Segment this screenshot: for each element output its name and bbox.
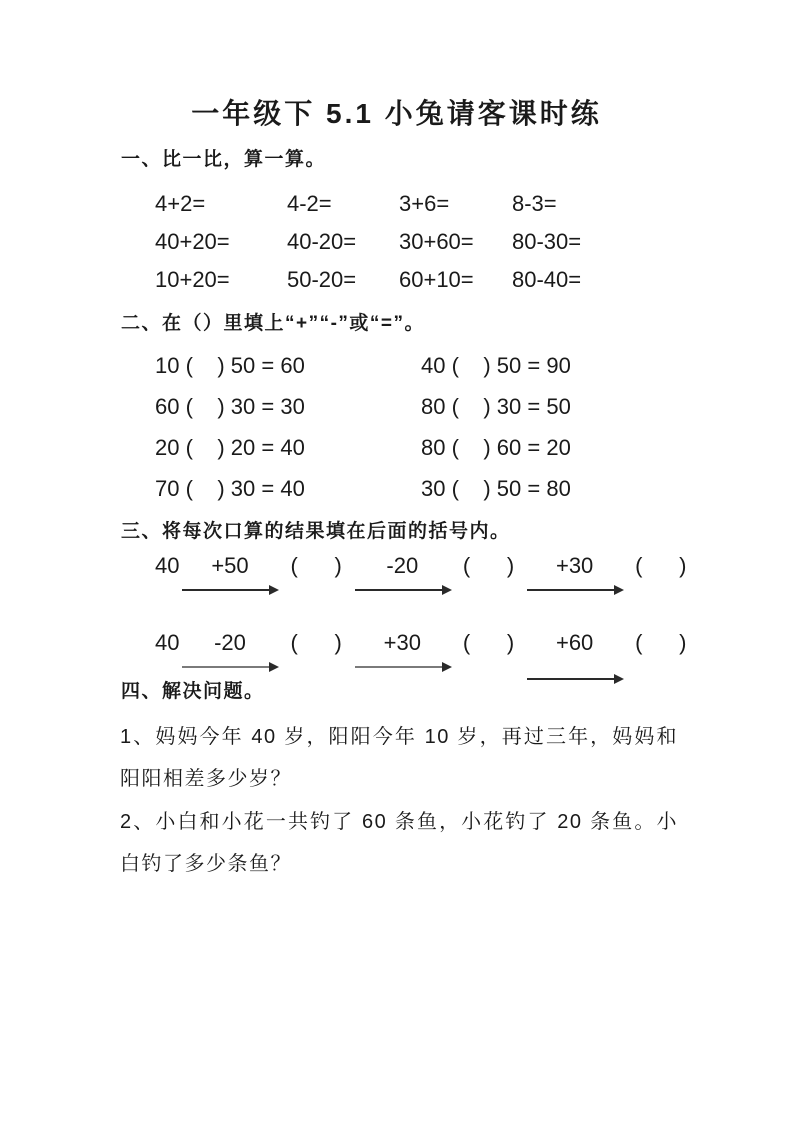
math-problem: 50-20=	[287, 267, 357, 292]
word-problem-2: 2、小白和小花一共钓了 60 条鱼，小花钓了 20 条鱼。小白钓了多少条鱼？	[120, 811, 678, 875]
fill-blank-equation: 80 ( ) 60 = 20	[421, 435, 571, 460]
chain-op-label: -20	[386, 553, 419, 578]
fill-blank-equation: 10 ( ) 50 = 60	[155, 353, 305, 378]
arrow-right-icon	[527, 678, 622, 680]
arrow-right-icon	[182, 589, 277, 591]
chain-step	[181, 553, 278, 591]
fill-blank-equation: 40 ( ) 50 = 90	[421, 353, 571, 378]
fill-blank-equation: 60 ( ) 30 = 30	[155, 394, 305, 419]
chain-step	[181, 630, 278, 668]
chain-row-2	[155, 630, 698, 680]
chain-start-number: 40	[155, 553, 180, 578]
answer-blank: ( )	[290, 630, 342, 655]
fill-blank-equation: 80 ( ) 30 = 50	[421, 394, 571, 419]
page-title: 一年级下 5.1 小兔请客课时练	[191, 98, 602, 129]
section1-header: 一、比一比，算一算。	[121, 149, 327, 170]
chain-op-label: +30	[383, 630, 421, 655]
math-problem: 10+20=	[155, 267, 230, 292]
answer-blank: ( )	[462, 630, 515, 655]
word-problem-1: 1、妈妈今年 40 岁，阳阳今年 10 岁，再过三年，妈妈和阳阳相差多少岁？	[120, 726, 678, 790]
chain-step	[354, 630, 451, 668]
section2-header: 二、在（）里填上“+”“-”或“=”。	[121, 313, 426, 334]
fill-blank-equation: 30 ( ) 50 = 80	[421, 476, 571, 501]
answer-blank: ( )	[635, 630, 687, 655]
answer-blank: ( )	[462, 553, 515, 578]
chain-op-label: +50	[211, 553, 249, 578]
arrow-right-icon	[355, 666, 450, 668]
chain-row-1	[155, 553, 698, 591]
answer-blank: ( )	[290, 553, 342, 578]
chain-step	[526, 553, 623, 591]
math-problem: 4-2=	[287, 191, 332, 216]
chain-start-number: 40	[155, 630, 180, 655]
math-problem: 8-3=	[512, 191, 557, 216]
chain-step	[354, 553, 451, 591]
arrow-right-icon	[355, 589, 450, 591]
fill-blank-equation: 70 ( ) 30 = 40	[155, 476, 305, 501]
chain-op-label: +30	[555, 553, 594, 578]
math-problem: 60+10=	[399, 267, 474, 292]
section2-problem-grid	[155, 345, 681, 509]
chain-op-label: -20	[214, 630, 246, 655]
math-problem: 80-30=	[512, 229, 582, 254]
fill-blank-equation: 20 ( ) 20 = 40	[155, 435, 305, 460]
math-problem: 30+60=	[399, 229, 474, 254]
math-problem: 40+20=	[155, 229, 230, 254]
math-problem: 4+2=	[155, 191, 206, 216]
answer-blank: ( )	[635, 553, 687, 578]
section4-header: 四、解决问题。	[121, 681, 265, 702]
chain-step	[526, 630, 623, 680]
section3-header: 三、将每次口算的结果填在后面的括号内。	[121, 521, 511, 542]
section1-problem-grid	[155, 185, 622, 299]
arrow-right-icon	[527, 589, 622, 591]
math-problem: 3+6=	[399, 191, 450, 216]
chain-op-label: +60	[555, 630, 594, 655]
math-problem: 40-20=	[287, 229, 357, 254]
math-problem: 80-40=	[512, 267, 582, 292]
arrow-right-icon	[182, 666, 277, 668]
